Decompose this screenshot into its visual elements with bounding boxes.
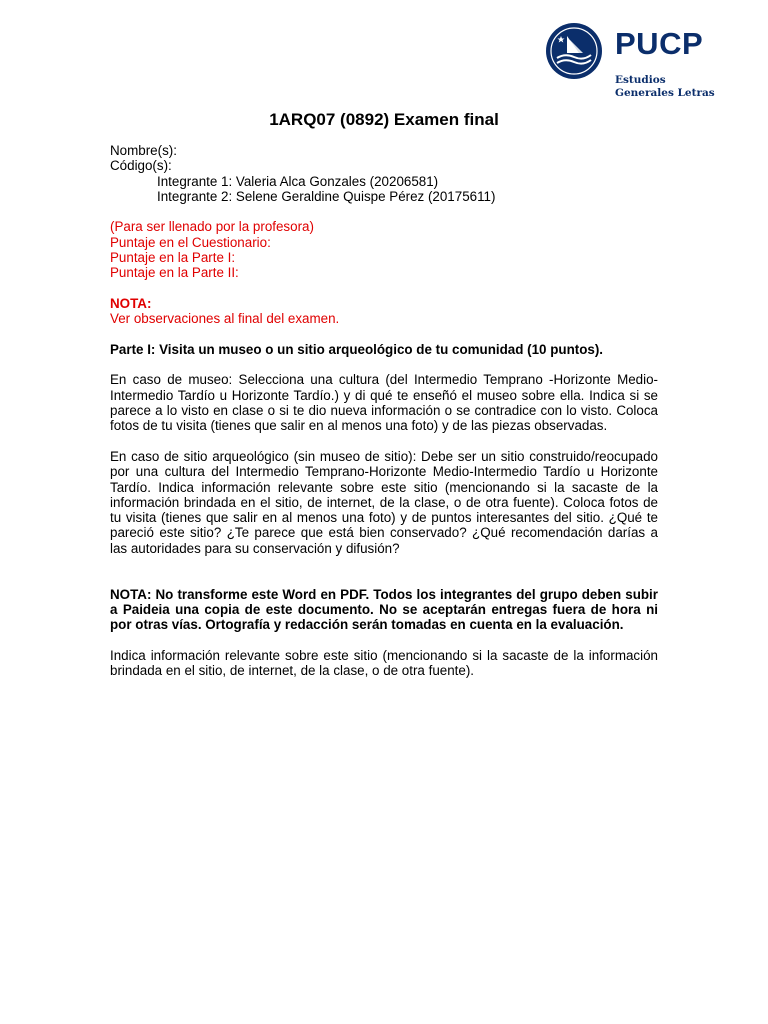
codigos-label: Código(s): <box>110 158 172 174</box>
brand-subtitle-line2: Generales Letras <box>615 87 715 99</box>
parte-1-heading: Parte I: Visita un museo o un sitio arqueológico de tu comunidad (10 puntos). <box>110 341 604 357</box>
nota-text: Ver observaciones al final del examen. <box>110 311 340 327</box>
nota-label: NOTA: <box>110 295 152 311</box>
score-parte-2: Puntaje en la Parte II: <box>110 265 239 281</box>
grading-note: (Para ser llenado por la profesora) <box>110 219 314 235</box>
integrante-1: Integrante 1: Valeria Alca Gonzales (20206581) <box>157 173 439 189</box>
museo-instructions: En caso de museo: Selecciona una cultura (del Intermedio Temprano -Horizonte Medio-Intermedio Tardío u Horizonte Tardío.) y di qué te enseñó el museo sobre ella. Indica si se parece a lo visto en clase o si te dio nueva información o se contradice con lo visto. Coloca fotos de tu visita (tienes que salir en al menos una foto) y de las piezas observadas. <box>110 372 658 434</box>
pucp-logo <box>545 22 735 102</box>
nombres-label: Nombre(s): <box>110 143 177 158</box>
integrante-2: Integrante 2: Selene Geraldine Quispe Pérez (20175611) <box>157 188 496 204</box>
document-body <box>110 143 658 678</box>
nota-submission-rules: NOTA: No transforme este Word en PDF. Todos los integrantes del grupo deben subir a Paideia una copia de este documento. No se aceptarán entregas fuera de hora ni por otras vías. Ortografía y redacción serán tomadas en cuenta en la evaluación. <box>110 586 658 633</box>
response-paragraph: Indica información relevante sobre este sitio (mencionando si la sacaste de la información brindada en el sitio, de internet, de la clase, o de otra fuente). <box>110 647 658 679</box>
brand-subtitle <box>615 74 715 100</box>
pucp-seal-icon <box>545 22 603 80</box>
document-title: 1ARQ07 (0892) Examen final <box>269 110 499 129</box>
score-cuestionario: Puntaje en el Cuestionario: <box>110 234 271 250</box>
score-parte-1: Puntaje en la Parte I: <box>110 250 236 266</box>
sitio-instructions: En caso de sitio arqueológico (sin museo de sitio): Debe ser un sitio construido/reocupado por una cultura del Intermedio Temprano-Horizonte Medio-Intermedio Tardío u Horizonte Tardío. Indica información relevante sobre este sitio (mencionando si la sacaste de la información brindada en el sitio, de internet, de la clase, o de otra fuente). Coloca fotos de tu visita (tienes que salir en al menos una foto) y de puntos interesantes del sitio. ¿Qué te pareció este sitio? ¿Te parece que está bien conservado? ¿Qué recomendación darías a las autoridades para su conservación y difusión? <box>110 448 658 556</box>
brand-subtitle-line1: Estudios <box>615 74 666 86</box>
brand-name: PUCP <box>615 26 704 61</box>
